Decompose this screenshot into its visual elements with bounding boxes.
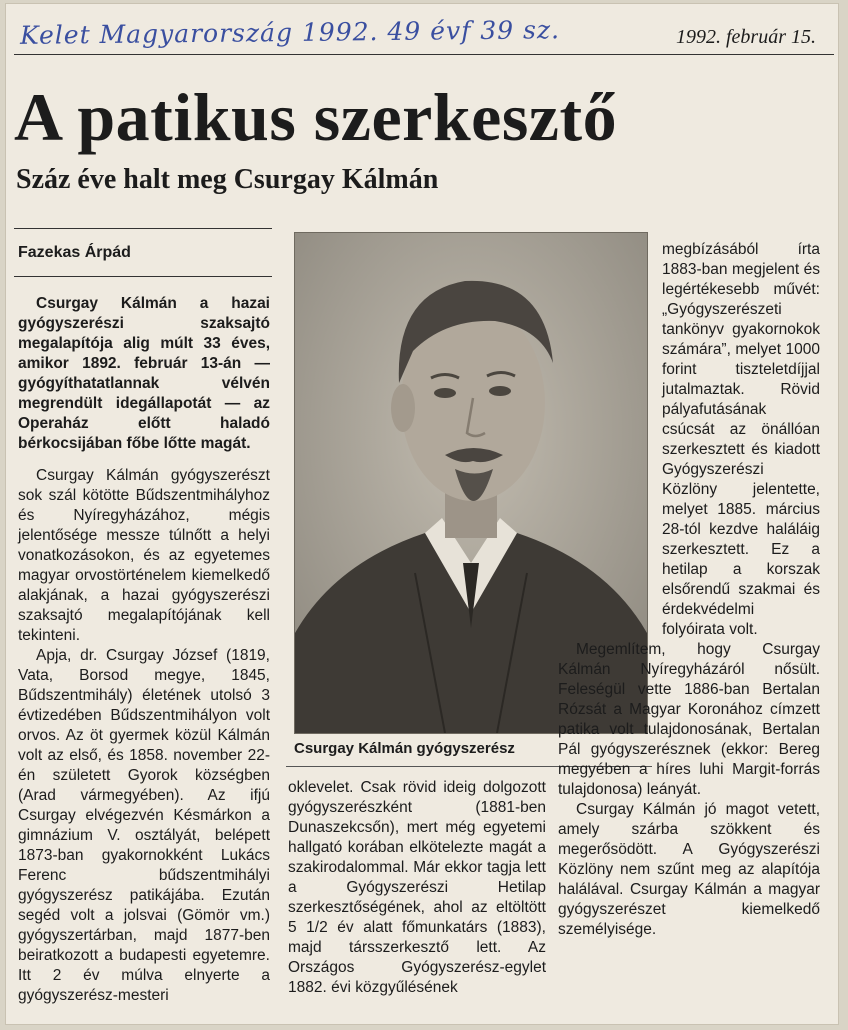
- column-2: [288, 778, 546, 998]
- column-1-paragraph-1: Csurgay Kálmán gyógyszerészt sok szál kötötte Bűdszentmihályhoz és Nyíregyházához, mégis jelentősége messze túlnőtt a helyi vonatkozásokon, és az egyetemes magyar orvostörténelem kiemelkedő alakjának, a hazai gyógyszerészi szaksajtó megalapítójának kell tekinteni.: [18, 467, 270, 644]
- column-1: [18, 294, 270, 1006]
- lead-paragraph: Csurgay Kálmán a hazai gyógyszerészi szaksajtó megalapítója alig múlt 33 éves, amikor 1892. február 13-án — gyógyíthatatlannak vélvén megrendült idegállapotát — az Operaház előtt haladó bérkocsijában főbe lőtte magát.: [18, 295, 270, 452]
- column-2-paragraph: oklevelet. Csak rövid ideig dolgozott gyógyszerészként (1881-ben Dunaszekcsőn), mert még egyetemi hallgató korában elkötelezte magát a szakirodalommal. Már ekkor tagja lett a Gyógyszerészi Hetilap szerkesztőségének, ahol az eltöltött 5 1/2 év alatt főmunkatárs (1883), majd társszerkesztő lett. Az Országos Gyógyszerész-egylet 1882. évi közgyűlésének: [288, 779, 546, 996]
- column-3: [558, 240, 820, 940]
- article-title: A patikus szerkesztő: [14, 79, 618, 155]
- column-3-paragraph-3: Csurgay Kálmán jó magot vetett, amely szárba szökkent és megerősödött. A Gyógyszerészi Közlöny nem szűnt meg az alapítója halálával. Csurgay Kálmán a magyar gyógyszerészet kiemelkedő személyisége.: [558, 801, 820, 938]
- photo-caption: Csurgay Kálmán gyógyszerész: [294, 740, 515, 757]
- author-bottom-rule: [14, 276, 272, 277]
- author-name: Fazekas Árpád: [18, 244, 131, 261]
- article-subtitle: Száz éve halt meg Csurgay Kálmán: [16, 164, 439, 195]
- author-top-rule: [14, 228, 272, 229]
- newspaper-clipping: [6, 4, 838, 1024]
- column-3-paragraph-2: Megemlítem, hogy Csurgay Kálmán Nyíregyházáról nősült. Feleségül vette 1886-ban Bertalan Rózsát a Magyar Koronához címzett patika volt tulajdonosának, Bertalan Pál gyógyszerésznek (ekkor: Bereg megyében a híres luhi Margit-forrás tulajdonosa) leányát.: [558, 641, 820, 798]
- column-1-paragraph-2: Apja, dr. Csurgay József (1819, Vata, Borsod megye, 1845, Bűdszentmihály) életének utolsó 3 évtizedében Bűdszentmihályon volt orvos. Az öt gyermek közül Kálmán volt az első, és 1858. november 22-én született Gyorok községben (Arad vármegyében). Az ifjú Csurgay elvégezvén Késmárkon a gimnázium V. osztályát, belépett 1873-ban gyakornokként Lukács Ferenc bűdszentmihályi gyógyszerész patikájába. Ezután segéd volt a jolsvai (Gömör vm.) gyógyszertárban, majd 1877-ben beiratkozott a budapesti egyetemre. Itt 2 év múlva elnyerte a gyógyszerész-mesteri: [18, 647, 270, 1004]
- column-3-paragraph-1: megbízásából írta 1883-ban megjelent és legértékesebb művét: „Gyógyszerészeti tankönyv gyakornokok számára”, melyet 1000 forint tiszteletdíjjal jutalmaztak. Rövid pályafutásának csúcsát az önállóan szerkesztett és kiadott Gyógyszerészi Közlöny jelentette, melyet 1885. március 28-tól kezdve haláláig szerkesztett. Ez a hetilap a korszak elsőrendű szakmai és érdekvédelmi folyóirata volt.: [662, 241, 820, 638]
- handwritten-source-note: Kelet Magyarország 1992. 49 évf 39 sz.: [19, 15, 561, 50]
- publication-date: 1992. február 15.: [676, 26, 816, 48]
